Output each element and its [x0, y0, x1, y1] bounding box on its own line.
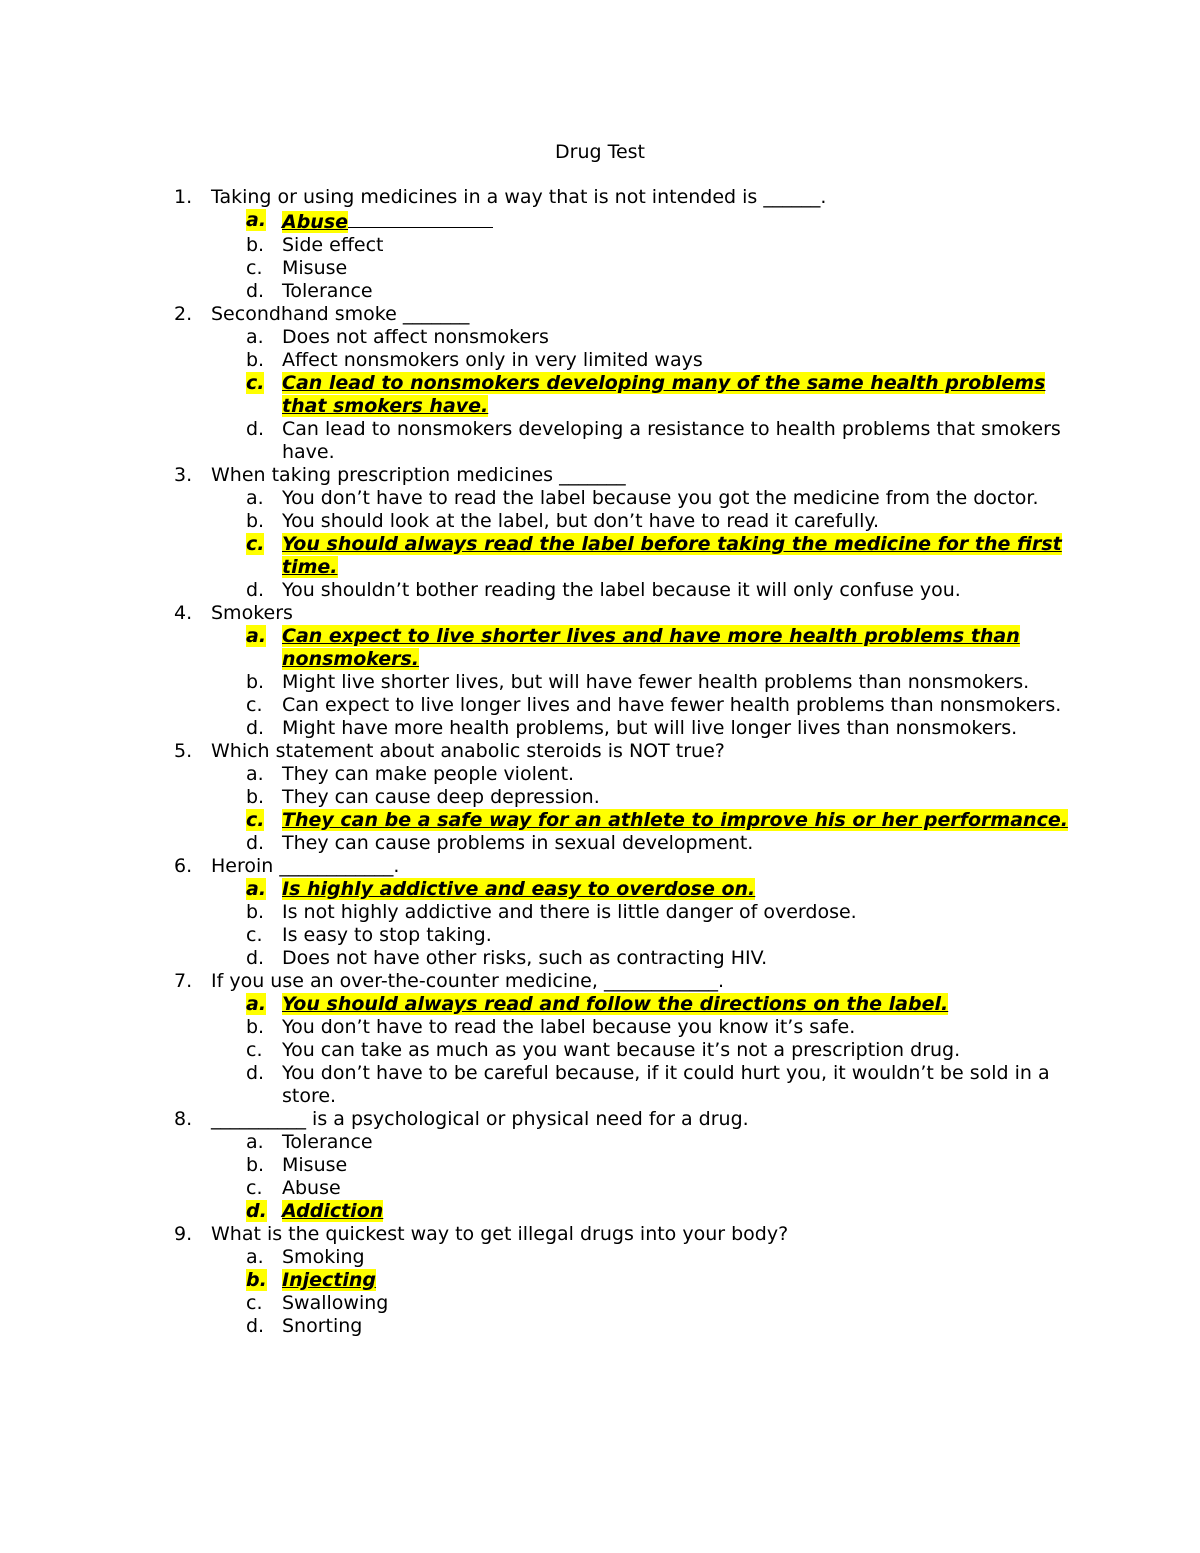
highlighted-answer: You should always read the label before taking the medicine for the first time. [282, 533, 1062, 578]
option-text: You can take as much as you want because it’s not a prescription drug. [282, 1039, 961, 1061]
option-text-wrapper [282, 234, 1074, 257]
option-text-wrapper [282, 1131, 1074, 1154]
answer-option [246, 510, 1074, 533]
answer-option [246, 418, 1074, 464]
option-letter [246, 349, 282, 372]
option-letter-text: a. [246, 763, 264, 785]
option-letter [246, 924, 282, 947]
option-letter [246, 1177, 282, 1200]
answer-option [246, 901, 1074, 924]
question [174, 970, 1074, 993]
option-letter-text: d. [246, 1200, 267, 1222]
answer-option [246, 1177, 1074, 1200]
option-letter [246, 579, 282, 602]
answer-option-correct [246, 809, 1074, 832]
option-letter [246, 993, 282, 1016]
option-letter [246, 809, 282, 832]
option-text: You shouldn’t bother reading the label because it will only confuse you. [282, 579, 961, 601]
option-letter-text: a. [246, 625, 267, 647]
option-text-wrapper [282, 993, 1074, 1016]
option-letter [246, 234, 282, 257]
highlighted-answer: Abuse [282, 211, 349, 233]
question-number: 6. [174, 855, 193, 877]
option-letter [246, 694, 282, 717]
answer-option [246, 1246, 1074, 1269]
option-text-wrapper [282, 671, 1074, 694]
option-text-wrapper [282, 209, 1074, 234]
option-text-wrapper [282, 832, 1074, 855]
option-text: You don’t have to read the label because you got the medicine from the doctor. [282, 487, 1039, 509]
answer-option [246, 1039, 1074, 1062]
option-text-wrapper [282, 1200, 1074, 1223]
question [174, 855, 1074, 878]
question [174, 740, 1074, 763]
option-letter [246, 533, 282, 579]
option-text-wrapper [282, 1154, 1074, 1177]
option-letter-text: d. [246, 280, 265, 302]
option-text-wrapper [282, 326, 1074, 349]
option-letter-text: d. [246, 1315, 265, 1337]
answer-option [246, 924, 1074, 947]
option-letter [246, 1131, 282, 1154]
option-text-wrapper [282, 280, 1074, 303]
question-text: When taking prescription medicines _______ [211, 464, 626, 486]
option-letter-text: c. [246, 372, 265, 394]
option-text: Is easy to stop taking. [282, 924, 492, 946]
option-text-wrapper [282, 901, 1074, 924]
option-text: Abuse [282, 1177, 341, 1199]
question-text: Secondhand smoke _______ [211, 303, 470, 325]
highlighted-answer: Is highly addictive and easy to overdose on. [282, 878, 756, 900]
option-text-wrapper [282, 1062, 1074, 1108]
option-text-wrapper [282, 1039, 1074, 1062]
question-text: Taking or using medicines in a way that is not intended is ______. [211, 186, 827, 208]
option-letter-text: a. [246, 1131, 264, 1153]
option-letter [246, 625, 282, 671]
answer-option [246, 326, 1074, 349]
option-text: You don’t have to read the label because you know it’s safe. [282, 1016, 856, 1038]
option-text-wrapper [282, 694, 1074, 717]
option-text-wrapper [282, 487, 1074, 510]
option-text: They can make people violent. [282, 763, 575, 785]
highlighted-answer: They can be a safe way for an athlete to improve his or her performance. [282, 809, 1068, 831]
question-number: 4. [174, 602, 193, 624]
option-letter-text: c. [246, 1177, 263, 1199]
option-letter-text: a. [246, 487, 264, 509]
option-letter [246, 1292, 282, 1315]
option-letter-text: c. [246, 533, 265, 555]
option-text: Can lead to nonsmokers developing a resistance to health problems that smokers have. [282, 418, 1061, 463]
answer-option [246, 786, 1074, 809]
option-letter-text: c. [246, 924, 263, 946]
answer-option-correct [246, 533, 1074, 579]
option-letter [246, 1246, 282, 1269]
answer-option [246, 1016, 1074, 1039]
option-text: Is not highly addictive and there is little danger of overdose. [282, 901, 857, 923]
option-letter-text: b. [246, 901, 265, 923]
option-text: You don’t have to be careful because, if it could hurt you, it wouldn’t be sold in a store. [282, 1062, 1050, 1107]
question-number: 9. [174, 1223, 193, 1245]
question [174, 1108, 1074, 1131]
option-text-wrapper [282, 1269, 1074, 1292]
option-text-wrapper [282, 809, 1074, 832]
option-letter-text: d. [246, 579, 265, 601]
option-text-wrapper [282, 349, 1074, 372]
answer-blank-line [348, 209, 493, 228]
option-letter-text: b. [246, 1154, 265, 1176]
option-letter-text: d. [246, 418, 265, 440]
answer-option [246, 349, 1074, 372]
question [174, 1223, 1074, 1246]
answer-option [246, 717, 1074, 740]
option-text: Side effect [282, 234, 384, 256]
option-letter-text: b. [246, 510, 265, 532]
question [174, 464, 1074, 487]
option-letter [246, 832, 282, 855]
option-letter [246, 878, 282, 901]
option-text-wrapper [282, 786, 1074, 809]
option-letter [246, 671, 282, 694]
option-letter-text: d. [246, 717, 265, 739]
option-text-wrapper [282, 924, 1074, 947]
question-number: 1. [174, 186, 193, 208]
answer-option-correct [246, 209, 1074, 234]
option-text-wrapper [282, 257, 1074, 280]
option-letter-text: c. [246, 257, 263, 279]
option-letter-text: a. [246, 1246, 264, 1268]
highlighted-answer: You should always read and follow the directions on the label. [282, 993, 949, 1015]
option-text: Might live shorter lives, but will have fewer health problems than nonsmokers. [282, 671, 1030, 693]
answer-option [246, 1315, 1074, 1338]
highlighted-answer: Injecting [282, 1269, 376, 1291]
option-letter [246, 1016, 282, 1039]
question [174, 303, 1074, 326]
answer-option [246, 234, 1074, 257]
question-text: Smokers [211, 602, 293, 624]
option-text: Misuse [282, 1154, 348, 1176]
option-text-wrapper [282, 625, 1074, 671]
option-text-wrapper [282, 1246, 1074, 1269]
option-letter-text: b. [246, 234, 265, 256]
option-text: They can cause problems in sexual development. [282, 832, 754, 854]
option-letter [246, 1200, 282, 1223]
answer-option [246, 487, 1074, 510]
option-letter [246, 717, 282, 740]
option-letter-text: d. [246, 1062, 265, 1084]
option-text: Tolerance [282, 280, 373, 302]
option-letter-text: a. [246, 209, 267, 231]
option-letter-text: c. [246, 809, 265, 831]
question-text: Heroin ____________. [211, 855, 400, 877]
answer-option [246, 257, 1074, 280]
option-text: Tolerance [282, 1131, 373, 1153]
option-text-wrapper [282, 372, 1074, 418]
option-letter-text: b. [246, 349, 265, 371]
option-text: You should look at the label, but don’t have to read it carefully. [282, 510, 879, 532]
option-letter-text: a. [246, 878, 267, 900]
option-letter-text: b. [246, 786, 265, 808]
option-letter [246, 418, 282, 464]
question-text: Which statement about anabolic steroids is NOT true? [211, 740, 725, 762]
option-letter [246, 1062, 282, 1108]
answer-option-correct [246, 1269, 1074, 1292]
question-text: If you use an over-the-counter medicine, ____________. [211, 970, 724, 992]
answer-option [246, 1292, 1074, 1315]
option-text-wrapper [282, 763, 1074, 786]
option-letter-text: c. [246, 1039, 263, 1061]
option-letter-text: d. [246, 947, 265, 969]
option-text-wrapper [282, 510, 1074, 533]
answer-option [246, 1154, 1074, 1177]
option-text: Misuse [282, 257, 348, 279]
option-letter-text: b. [246, 671, 265, 693]
answer-option [246, 694, 1074, 717]
answer-option-correct [246, 625, 1074, 671]
answer-option [246, 832, 1074, 855]
option-text: Snorting [282, 1315, 363, 1337]
option-letter-text: c. [246, 694, 263, 716]
answer-option [246, 763, 1074, 786]
question-number: 5. [174, 740, 193, 762]
option-letter [246, 372, 282, 418]
option-text: Does not have other risks, such as contracting HIV. [282, 947, 768, 969]
option-text: Smoking [282, 1246, 365, 1268]
option-letter-text: b. [246, 1269, 267, 1291]
answer-option [246, 947, 1074, 970]
question-number: 8. [174, 1108, 193, 1130]
option-letter [246, 1039, 282, 1062]
answer-option-correct [246, 1200, 1074, 1223]
option-text-wrapper [282, 533, 1074, 579]
option-letter [246, 786, 282, 809]
option-text: Might have more health problems, but will live longer lives than nonsmokers. [282, 717, 1018, 739]
option-letter [246, 1154, 282, 1177]
option-letter-text: b. [246, 1016, 265, 1038]
question-number: 3. [174, 464, 193, 486]
option-text-wrapper [282, 1177, 1074, 1200]
answer-option [246, 671, 1074, 694]
question-list [174, 186, 1074, 1338]
option-text-wrapper [282, 717, 1074, 740]
option-text: Does not affect nonsmokers [282, 326, 549, 348]
option-text: They can cause deep depression. [282, 786, 600, 808]
option-text: Affect nonsmokers only in very limited ways [282, 349, 703, 371]
highlighted-answer: Can expect to live shorter lives and have more health problems than nonsmokers. [282, 625, 1020, 670]
option-letter [246, 1315, 282, 1338]
question-text: What is the quickest way to get illegal drugs into your body? [211, 1223, 789, 1245]
option-letter-text: c. [246, 1292, 263, 1314]
question-number: 2. [174, 303, 193, 325]
option-text: Swallowing [282, 1292, 389, 1314]
answer-option [246, 1062, 1074, 1108]
option-text-wrapper [282, 418, 1074, 464]
option-letter [246, 487, 282, 510]
option-letter-text: d. [246, 832, 265, 854]
page-title: Drug Test [555, 141, 645, 163]
question-text: __________ is a psychological or physical need for a drug. [211, 1108, 749, 1130]
answer-option [246, 579, 1074, 602]
answer-option-correct [246, 878, 1074, 901]
answer-option [246, 280, 1074, 303]
option-letter-text: a. [246, 326, 264, 348]
option-text-wrapper [282, 878, 1074, 901]
option-text: Can expect to live longer lives and have fewer health problems than nonsmokers. [282, 694, 1062, 716]
option-letter-text: a. [246, 993, 267, 1015]
option-letter [246, 901, 282, 924]
option-letter [246, 510, 282, 533]
option-text-wrapper [282, 1315, 1074, 1338]
question [174, 186, 1074, 209]
question-number: 7. [174, 970, 193, 992]
option-letter [246, 257, 282, 280]
option-text-wrapper [282, 1292, 1074, 1315]
option-letter [246, 209, 282, 234]
option-text-wrapper [282, 1016, 1074, 1039]
answer-option [246, 1131, 1074, 1154]
option-text-wrapper [282, 579, 1074, 602]
answer-option-correct [246, 372, 1074, 418]
option-letter [246, 947, 282, 970]
answer-option-correct [246, 993, 1074, 1016]
question [174, 602, 1074, 625]
option-letter [246, 1269, 282, 1292]
option-letter [246, 280, 282, 303]
option-text-wrapper [282, 947, 1074, 970]
highlighted-answer: Can lead to nonsmokers developing many of the same health problems that smokers have. [282, 372, 1046, 417]
option-letter [246, 326, 282, 349]
highlighted-answer: Addiction [282, 1200, 384, 1222]
option-letter [246, 763, 282, 786]
